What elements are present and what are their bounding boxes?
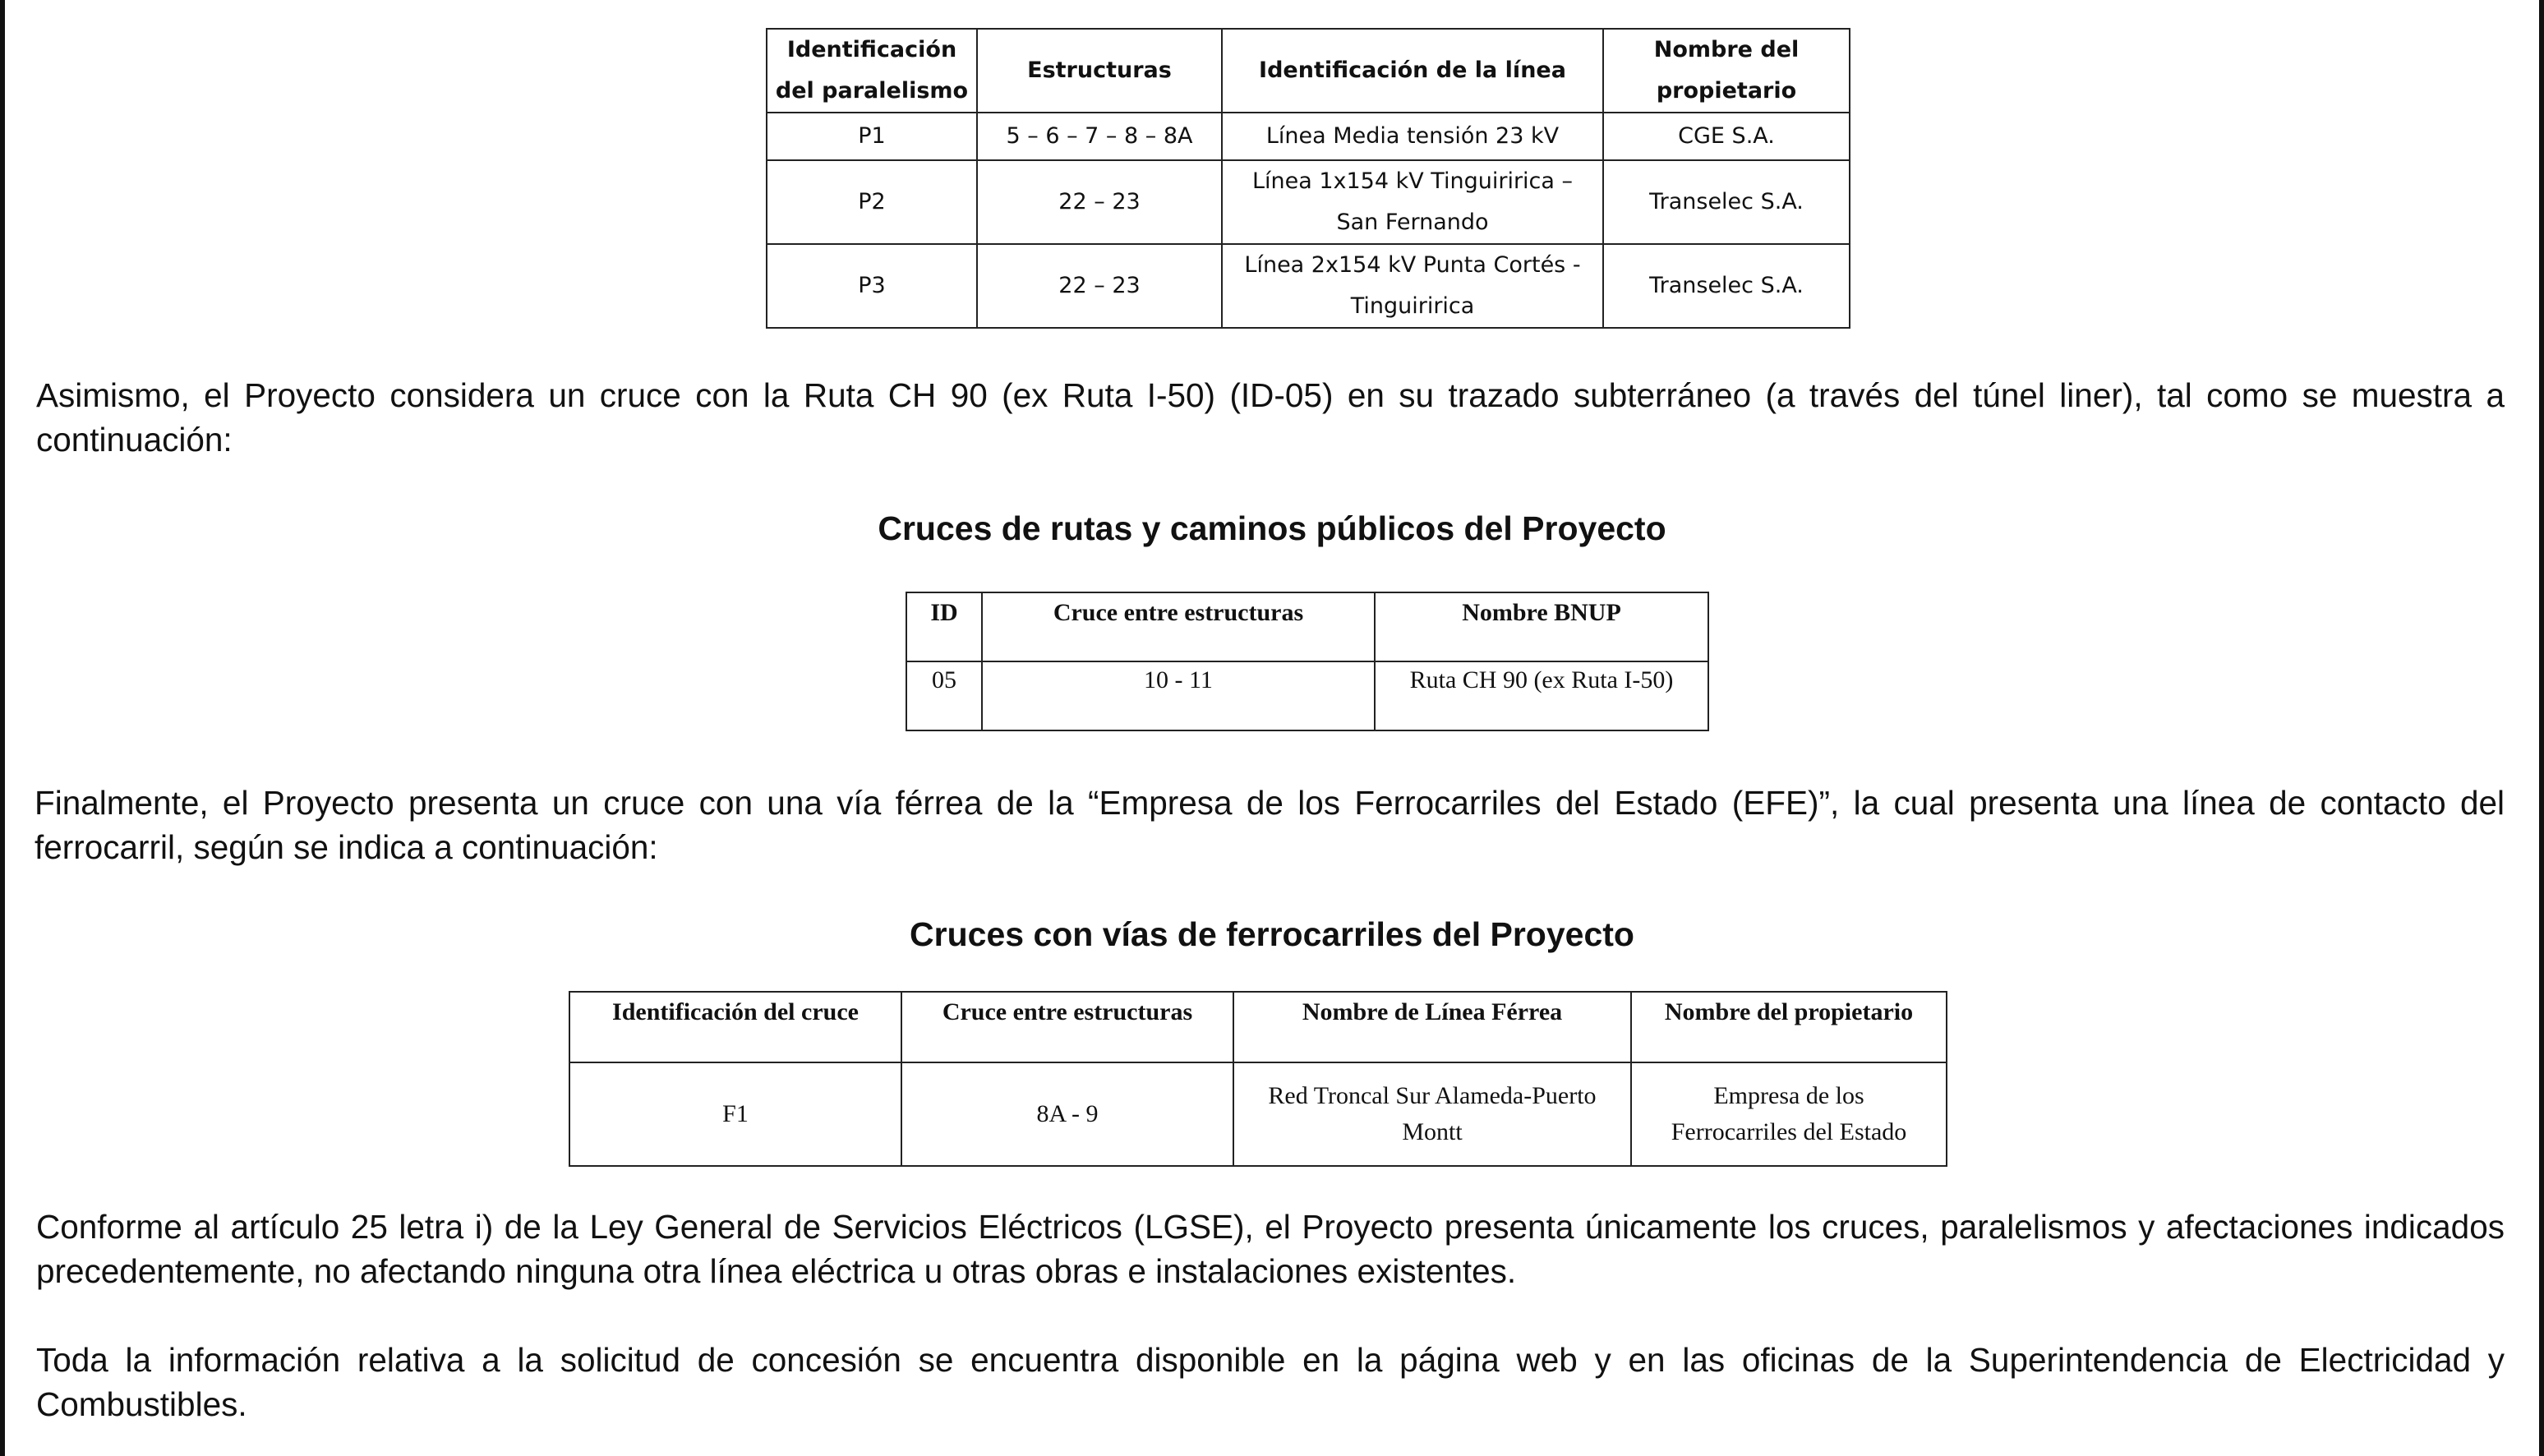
header-line: Nombre del [1653,37,1800,62]
cell-rail-name [1233,1062,1631,1166]
left-border [0,0,5,1456]
header-cell: Cruce entre estructuras [901,992,1233,1062]
cell-line-text: San Fernando [1336,210,1489,235]
header-cell: Cruce entre estructuras [982,592,1375,661]
header-cell [767,29,977,113]
cell-line-text: Línea 2x154 kV Punta Cortés - [1244,252,1581,278]
cell-id: P2 [767,160,977,244]
cell-rail-name-text: Montt [1402,1118,1463,1145]
cell-bnup-name: Ruta CH 90 (ex Ruta I-50) [1375,661,1708,730]
cell-crossing: 8A - 9 [901,1062,1233,1166]
header-cell [1222,29,1603,113]
header-line: propietario [1656,78,1797,104]
cell-owner: CGE S.A. [1603,113,1850,160]
cell-id: P1 [767,113,977,160]
heading-rail-crossings: Cruces con vías de ferrocarriles del Proyecto [910,915,1634,953]
cell-structures: 22 – 23 [977,244,1222,328]
cell-structures: 5 – 6 – 7 – 8 – 8A [977,113,1222,160]
header-cell: Identificación del cruce [569,992,901,1062]
cell-owner: Transelec S.A. [1603,160,1850,244]
cell-owner-text: Empresa de los [1713,1082,1864,1109]
header-cell: ID [906,592,982,661]
cell-line: Línea Media tensión 23 kV [1222,113,1603,160]
table-row [906,661,1708,730]
table-row [569,1062,1947,1166]
cell-owner-text: Ferrocarriles del Estado [1671,1118,1907,1145]
cell-line [1222,244,1603,328]
paragraph-route-crossing: Asimismo, el Proyecto considera un cruce con la Ruta CH 90 (ex Ruta I-50) (ID-05) en su trazado subterráneo (a través del túnel liner), tal como se muestra a continuación: [36,376,2505,458]
cell-line [1222,160,1603,244]
header-line: Identificación de la línea [1259,58,1566,83]
cell-id: P3 [767,244,977,328]
paragraph-info: Toda la información relativa a la solicitud de concesión se encuentra disponible en la página web y en las oficinas de la Superintendencia de Electricidad y Combustibles. [36,1341,2505,1423]
header-cell: Nombre de Línea Férrea [1233,992,1631,1062]
cell-line-text: Tinguiririca [1350,293,1475,319]
cell-id: F1 [569,1062,901,1166]
header-cell: Nombre del propietario [1631,992,1947,1062]
cell-structures: 22 – 23 [977,160,1222,244]
cell-rail-name-text: Red Troncal Sur Alameda-Puerto [1268,1082,1597,1109]
cell-line-text: Línea 1x154 kV Tinguiririca – [1251,168,1574,194]
header-cell [977,29,1222,113]
route-crossing-table [906,592,1709,731]
cell-crossing: 10 - 11 [982,661,1375,730]
right-border [2539,0,2544,1456]
heading-route-crossings: Cruces de rutas y caminos públicos del Proyecto [878,509,1666,547]
table-row [767,113,1850,160]
table-row [767,160,1850,244]
cell-owner [1631,1062,1947,1166]
header-line: Identificación [786,37,957,62]
header-line: Estructuras [1027,58,1172,83]
cell-owner: Transelec S.A. [1603,244,1850,328]
rail-crossing-table [569,991,1947,1167]
table-row [767,244,1850,328]
header-line: del paralelismo [775,78,969,104]
paragraph-rail-crossing: Finalmente, el Proyecto presenta un cruce con una vía férrea de la “Empresa de los Ferrocarriles del Estado (EFE)”, la cual presenta una línea de contacto del ferrocarril, según se indica a continuación: [35,784,2505,866]
header-cell [1603,29,1850,113]
header-cell: Nombre BNUP [1375,592,1708,661]
parallelism-table [766,28,1850,329]
cell-id: 05 [906,661,982,730]
paragraph-lgse: Conforme al artículo 25 letra i) de la Ley General de Servicios Eléctricos (LGSE), el Proyecto presenta únicamente los cruces, paralelismos y afectaciones indicados precedentemente, no afectando ninguna otra línea eléctrica u otras obras e instalaciones existentes. [36,1208,2505,1290]
